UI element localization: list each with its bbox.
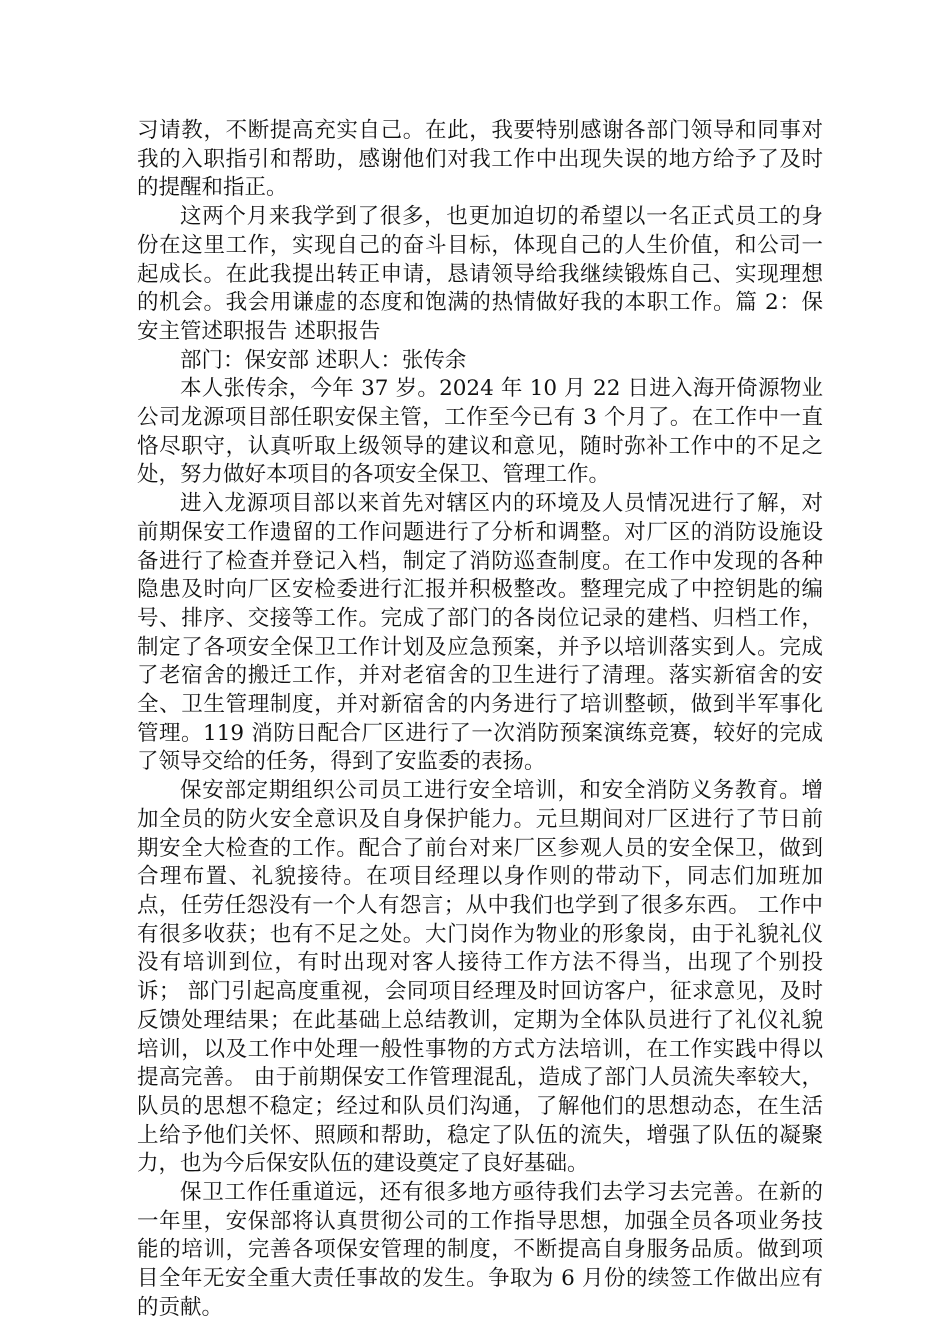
paragraph-work-done: 进入龙源项目部以来首先对辖区内的环境及人员情况进行了解，对前期保安工作遗留的工作问题进行了分析和调整。对厂区的消防设施设备进行了检查并登记入档，制定了消防巡查制度。在工作中发现的各种隐患及时向厂区安检委进行汇报并积极整改。整理完成了中控钥匙的编号、排序、交接等工作。完成了部门的各岗位记录的建档、归档工作，制定了各项安全保卫工作计划及应急预案，并予以培训落实到人。完成了老宿舍的搬迁工作，并对老宿舍的卫生进行了清理。落实新宿舍的安全、卫生管理制度，并对新宿舍的内务进行了培训整顿，做到半军事化管理。119 消防日配合厂区进行了一次消防预案演练竞赛，较好的完成了领导交给的任务，得到了安监委的表扬。	[137, 491, 823, 775]
paragraph-continuation: 习请教，不断提高充实自己。在此，我要特别感谢各部门领导和同事对我的入职指引和帮助，感谢他们对我工作中出现失误的地方给予了及时的提醒和指正。	[137, 118, 823, 201]
paragraph-department-reporter: 部门：保安部 述职人：张传余	[180, 347, 467, 373]
paragraph-training-and-issues: 保安部定期组织公司员工进行安全培训，和安全消防义务教育。增加全员的防火安全意识及自身保护能力。元旦期间对厂区进行了节日前期安全大检查的工作。配合了前台对来厂区参观人员的安全保卫，做到合理布置、礼貌接待。在项目经理以身作则的带动下，同志们加班加点，任劳任怨没有一个人有怨言；从中我们也学到了很多东西。 工作中有很多收获；也有不足之处。大门岗作为物业的形象岗，由于礼貌礼仪没有培训到位，有时出现对客人接待工作方法不得当，出现了个别投诉； 部门引起高度重视，会同项目经理及时回访客户，征求意见，及时反馈处理结果；在此基础上总结教训，定期为全体队员进行了礼仪礼貌培训，以及工作中处理一般性事物的方式方法培训，在工作实践中得以提高完善。 由于前期保安工作管理混乱，造成了部门人员流失率较大，队员的思想不稳定；经过和队员们沟通，了解他们的思想动态，在生活上给予他们关怀、照顾和帮助，稳定了队伍的流失，增强了队伍的凝聚力，也为今后保安队伍的建设奠定了良好基础。	[137, 778, 823, 1177]
paragraph-self-introduction: 本人张传余，今年 37 岁。2024 年 10 月 22 日进入海开倚源物业公司龙源项目部任职安保主管，工作至今已有 3 个月了。在工作中一直恪尽职守，认真听取上级领导的建议和意见，随时弥补工作中的不足之处，努力做好本项目的各项安全保卫、管理工作。	[137, 376, 823, 488]
document-page	[137, 117, 823, 1323]
paragraph-probation-request: 这两个月来我学到了很多，也更加迫切的希望以一名正式员工的身份在这里工作，实现自己的奋斗目标，体现自己的人生价值，和公司一起成长。在此我提出转正申请，恳请领导给我继续锻炼自己、实现理想的机会。我会用谦虚的态度和饱满的热情做好我的本职工作。篇 2：保安主管述职报告 述职报告	[137, 204, 823, 344]
paragraph-future-plans: 保卫工作任重道远，还有很多地方亟待我们去学习去完善。在新的一年里，安保部将认真贯彻公司的工作指导思想，加强全员各项业务技能的培训，完善各项保安管理的制度，不断提高自身服务品质。做到项目全年无安全重大责任事故的发生。争取为 6 月份的续签工作做出应有的贡献。	[137, 1180, 823, 1320]
